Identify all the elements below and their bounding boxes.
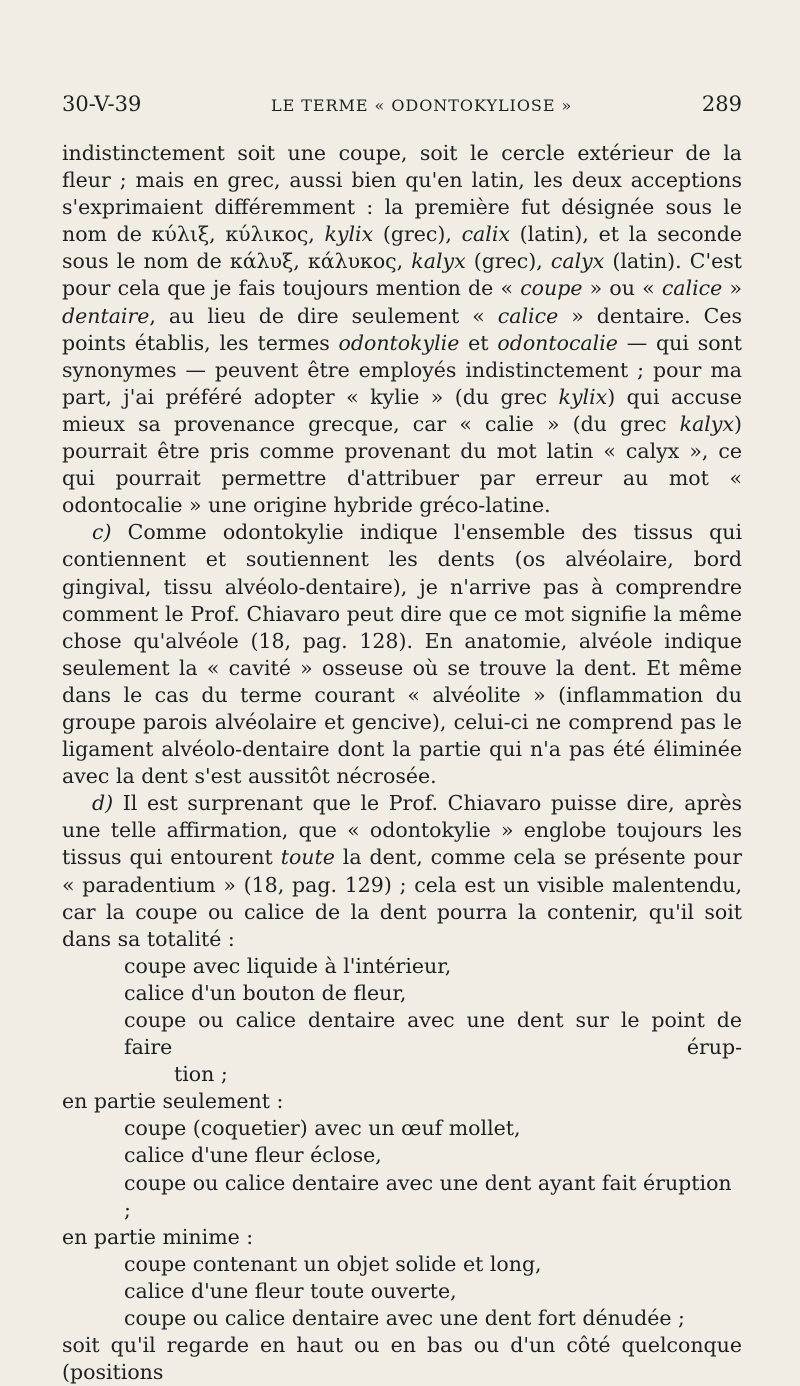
list-intro: en partie minime : bbox=[62, 1224, 254, 1249]
page-number: 289 bbox=[701, 92, 742, 116]
paragraph-d: d) Il est surprenant que le Prof. Chiavaro puisse dire, après une telle affirmation, que « odontokylie » englobe toujours les tissus qui entourent toute la dent, comme cela se présente pour « paradentium » (18, pag. 129) ; cela est un visible malentendu, car la coupe ou calice de la dent pourra la contenir, qu'il soit dans sa totalité : bbox=[62, 791, 742, 951]
list-item: coupe (coquetier) avec un œuf mollet, bbox=[124, 1116, 521, 1141]
list-item: coupe ou calice dentaire avec une dent sur le point de faire érup- bbox=[124, 1008, 742, 1060]
paragraph-continuation: indistinctement soit une coupe, soit le cercle extérieur de la fleur ; mais en grec, aussi bien qu'en latin, les deux acceptions s'exprimaient différemment : la première fut désignée sous le nom de κύλιξ, κύλικος, kylix (grec), calix (latin), et la seconde sous le nom de κάλυξ, κάλυκος, kalyx (grec), calyx (latin). C'est pour cela que je fais toujours mention de « coupe » ou « calice » dentaire, au lieu de dire seulement « calice » dentaire. Ces points établis, les termes odontokylie et odontocalie — qui sont synonymes — peuvent être employés indistinctement ; pour ma part, j'ai préféré adopter « kylie » (du grec kylix) qui accuse mieux sa provenance grecque, car « calie » (du grec kalyx) pourrait être pris comme provenant du mot latin « calyx », ce qui pourrait permettre d'attribuer par erreur au mot « odontocalie » une origine hybride gréco-latine. bbox=[62, 141, 743, 518]
list-item: coupe avec liquide à l'intérieur, bbox=[124, 953, 452, 978]
greek-kylix: κύλιξ, κύλικος, bbox=[151, 222, 315, 247]
final-line: soit qu'il regarde en haut ou en bas ou d'un côté quelconque (positions bbox=[62, 1333, 742, 1385]
list-item: calice d'un bouton de fleur, bbox=[124, 980, 407, 1005]
list-item-continuation: tion ; bbox=[174, 1062, 228, 1087]
item-letter-d: d) bbox=[92, 791, 114, 816]
running-title: LE TERME « ODONTOKYLIOSE » bbox=[270, 96, 573, 115]
list-item: calice d'une fleur toute ouverte, bbox=[124, 1278, 457, 1303]
list-item: coupe contenant un objet solide et long, bbox=[124, 1251, 542, 1276]
item-letter-c: c) bbox=[92, 520, 112, 545]
list-intro: en partie seulement : bbox=[62, 1089, 284, 1114]
list-item: coupe ou calice dentaire avec une dent fort dénudée ; bbox=[124, 1306, 685, 1331]
body-text bbox=[62, 140, 742, 1386]
header-date: 30-V-39 bbox=[62, 92, 142, 116]
running-header bbox=[62, 92, 742, 116]
list-item: calice d'une fleur éclose, bbox=[124, 1143, 382, 1168]
paragraph-c: c) Comme odontokylie indique l'ensemble des tissus qui contiennent et soutiennent les dents (os alvéolaire, bord gingival, tissu alvéolo-dentaire), je n'arrive pas à comprendre comment le Prof. Chiavaro peut dire que ce mot signifie la même chose qu'alvéole (18, pag. 128). En anatomie, alvéole indique seulement la « cavité » osseuse où se trouve la dent. Et même dans le cas du terme courant « alvéolite » (inflammation du groupe parois alvéolaire et gencive), celui-ci ne comprend pas le ligament alvéolo-dentaire dont la partie qui n'a pas été éliminée avec la dent s'est aussitôt nécrosée. bbox=[62, 520, 742, 789]
greek-kalyx: κάλυξ, κάλυκος, bbox=[229, 249, 404, 274]
list-item: coupe ou calice dentaire avec une dent ayant fait éruption ; bbox=[124, 1170, 732, 1222]
